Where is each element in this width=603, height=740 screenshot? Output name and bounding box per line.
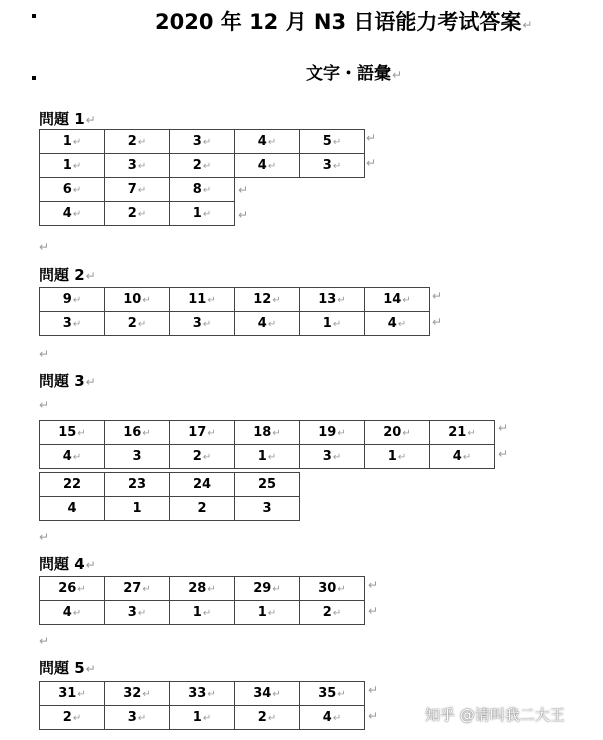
answer-cell: 1↵ [170, 202, 235, 226]
answer-cell: 2↵ [105, 312, 170, 336]
bullet-1 [32, 14, 36, 18]
row-end-mark: ↵ [498, 421, 509, 435]
answer-cell: 4 [40, 497, 105, 521]
section-subtitle [306, 59, 402, 84]
answer-cell: 3↵ [300, 445, 365, 469]
question-number-cell: 11↵ [170, 288, 235, 312]
answer-cell: 4↵ [430, 445, 495, 469]
cell-end-mark: ↵ [137, 608, 147, 619]
question-number-cell: 25 [235, 473, 300, 497]
cell-end-mark: ↵ [267, 452, 277, 463]
question-number-cell: 24 [170, 473, 235, 497]
answer-cell: 4↵ [40, 202, 105, 226]
answer-cell: 3↵ [105, 154, 170, 178]
answer-table-1 [39, 129, 365, 226]
cell-end-mark: ↵ [202, 319, 212, 330]
answer-cell: 2↵ [40, 706, 105, 730]
cell-end-mark: ↵ [202, 161, 212, 172]
cell-end-mark: ↵ [467, 428, 476, 439]
cell-end-mark: ↵ [202, 185, 212, 196]
question-number-cell: 33↵ [170, 682, 235, 706]
cell-end-mark: ↵ [332, 608, 342, 619]
cell-end-mark: ↵ [137, 185, 147, 196]
row-end-mark: ↵ [238, 208, 249, 222]
cell-end-mark: ↵ [202, 713, 212, 724]
paragraph-mark: ↵ [85, 662, 96, 676]
heading-text: 問題 5 [39, 659, 85, 677]
table-row [40, 202, 365, 226]
table-row [40, 682, 365, 706]
answer-cell: 1↵ [40, 154, 105, 178]
empty-paragraph-mark: ↵ [39, 347, 50, 361]
paragraph-mark: ↵ [85, 269, 96, 283]
row-end-mark: ↵ [238, 183, 249, 197]
cell-end-mark: ↵ [72, 137, 82, 148]
section-heading-1 [39, 108, 96, 129]
heading-text: 問題 1 [39, 110, 85, 128]
cell-end-mark: ↵ [267, 608, 277, 619]
cell-end-mark: ↵ [332, 161, 342, 172]
answer-cell: 4↵ [40, 601, 105, 625]
cell-end-mark: ↵ [337, 689, 346, 700]
cell-end-mark: ↵ [272, 584, 281, 595]
cell-end-mark: ↵ [202, 137, 212, 148]
answer-cell: 4↵ [235, 154, 300, 178]
question-number-cell: 26↵ [40, 577, 105, 601]
row-end-mark: ↵ [432, 315, 443, 329]
answer-cell: 1↵ [300, 312, 365, 336]
cell-end-mark: ↵ [402, 428, 411, 439]
answer-cell: 3↵ [300, 154, 365, 178]
heading-text: 問題 3 [39, 372, 85, 390]
paragraph-mark: ↵ [392, 68, 403, 82]
question-number-cell: 7↵ [105, 178, 170, 202]
cell-end-mark: ↵ [332, 137, 342, 148]
question-number-cell: 15↵ [40, 421, 105, 445]
cell-end-mark: ↵ [272, 689, 281, 700]
heading-text: 問題 2 [39, 266, 85, 284]
answer-cell: 2↵ [235, 706, 300, 730]
row-end-mark: ↵ [498, 447, 509, 461]
cell-end-mark: ↵ [202, 209, 212, 220]
question-number-cell: 13↵ [300, 288, 365, 312]
table-row [40, 154, 365, 178]
question-number-cell: 14↵ [365, 288, 430, 312]
row-end-mark: ↵ [432, 289, 443, 303]
cell-end-mark: ↵ [72, 713, 82, 724]
cell-end-mark: ↵ [72, 319, 82, 330]
cell-end-mark: ↵ [202, 608, 212, 619]
answer-cell: 4↵ [235, 312, 300, 336]
question-number-cell: 5↵ [300, 130, 365, 154]
answer-table-5 [39, 681, 365, 730]
answer-cell: 1↵ [235, 601, 300, 625]
table-row [40, 178, 365, 202]
cell-end-mark: ↵ [72, 209, 82, 220]
cell-end-mark: ↵ [72, 295, 82, 306]
paragraph-mark: ↵ [85, 113, 96, 127]
question-number-cell: 29↵ [235, 577, 300, 601]
table-row [40, 421, 495, 445]
answer-cell: 1↵ [235, 445, 300, 469]
cell-end-mark: ↵ [137, 137, 147, 148]
cell-end-mark: ↵ [77, 428, 86, 439]
question-number-cell: 23 [105, 473, 170, 497]
section-heading-5 [39, 657, 96, 678]
cell-end-mark: ↵ [72, 452, 82, 463]
answer-cell: 2↵ [300, 601, 365, 625]
answer-cell: 3↵ [105, 706, 170, 730]
answer-cell: 3↵ [170, 312, 235, 336]
bullet-2 [32, 76, 36, 80]
answer-cell: 1↵ [365, 445, 430, 469]
question-number-cell: 27↵ [105, 577, 170, 601]
cell-end-mark: ↵ [207, 689, 216, 700]
answer-cell: 4↵ [365, 312, 430, 336]
table-row [40, 288, 430, 312]
answer-cell: 3↵ [40, 312, 105, 336]
question-number-cell: 22 [40, 473, 105, 497]
answer-cell: 1↵ [170, 601, 235, 625]
question-number-cell: 8↵ [170, 178, 235, 202]
table-row [40, 473, 300, 497]
cell-end-mark: ↵ [142, 428, 151, 439]
table-row [40, 130, 365, 154]
answer-cell: 1↵ [170, 706, 235, 730]
question-number-cell: 17↵ [170, 421, 235, 445]
question-number-cell: 3↵ [170, 130, 235, 154]
answer-table-4 [39, 576, 365, 625]
table-row [40, 577, 365, 601]
answer-cell: 3 [235, 497, 300, 521]
cell-end-mark: ↵ [137, 713, 147, 724]
cell-end-mark: ↵ [77, 689, 86, 700]
answer-cell: 2 [170, 497, 235, 521]
question-number-cell: 2↵ [105, 130, 170, 154]
paragraph-mark: ↵ [85, 558, 96, 572]
cell-end-mark: ↵ [142, 295, 151, 306]
empty-paragraph-mark: ↵ [39, 398, 50, 412]
answer-table-3-extra [39, 472, 300, 521]
cell-end-mark: ↵ [332, 452, 342, 463]
cell-end-mark: ↵ [72, 185, 82, 196]
cell-end-mark: ↵ [72, 608, 82, 619]
paragraph-mark: ↵ [85, 375, 96, 389]
answer-cell: 2↵ [170, 445, 235, 469]
answer-table-3 [39, 420, 495, 469]
watermark: 知乎 @请叫我二大王 [425, 706, 565, 724]
heading-text: 問題 4 [39, 555, 85, 573]
cell-end-mark: ↵ [267, 319, 277, 330]
answer-cell: 1 [105, 497, 170, 521]
answer-cell: 2↵ [170, 154, 235, 178]
question-number-cell: 9↵ [40, 288, 105, 312]
cell-end-mark: ↵ [207, 584, 216, 595]
cell-end-mark: ↵ [337, 428, 346, 439]
cell-end-mark: ↵ [397, 319, 407, 330]
answer-table-2 [39, 287, 430, 336]
question-number-cell: 20↵ [365, 421, 430, 445]
subtitle-text: 文字・語彙 [306, 64, 391, 84]
answer-cell: 2↵ [105, 202, 170, 226]
table-row [40, 312, 430, 336]
row-end-mark: ↵ [368, 578, 379, 592]
row-end-mark: ↵ [366, 131, 377, 145]
cell-end-mark: ↵ [137, 161, 147, 172]
row-end-mark: ↵ [368, 709, 379, 723]
cell-end-mark: ↵ [332, 319, 342, 330]
cell-end-mark: ↵ [267, 161, 277, 172]
question-number-cell: 21↵ [430, 421, 495, 445]
question-number-cell: 30↵ [300, 577, 365, 601]
cell-end-mark: ↵ [267, 713, 277, 724]
section-heading-4 [39, 553, 96, 574]
empty-paragraph-mark: ↵ [39, 240, 50, 254]
question-number-cell: 31↵ [40, 682, 105, 706]
section-heading-3 [39, 370, 96, 391]
section-heading-2 [39, 264, 96, 285]
document-title [155, 6, 532, 36]
cell-end-mark: ↵ [337, 295, 346, 306]
empty-paragraph-mark: ↵ [39, 634, 50, 648]
question-number-cell: 4↵ [235, 130, 300, 154]
row-end-mark: ↵ [366, 156, 377, 170]
question-number-cell: 34↵ [235, 682, 300, 706]
cell-end-mark: ↵ [142, 689, 151, 700]
question-number-cell: 35↵ [300, 682, 365, 706]
table-row [40, 706, 365, 730]
table-row [40, 601, 365, 625]
question-number-cell: 19↵ [300, 421, 365, 445]
cell-end-mark: ↵ [142, 584, 151, 595]
answer-cell: 3 [105, 445, 170, 469]
cell-end-mark: ↵ [137, 319, 147, 330]
cell-end-mark: ↵ [137, 209, 147, 220]
cell-end-mark: ↵ [397, 452, 407, 463]
cell-end-mark: ↵ [402, 295, 411, 306]
answer-cell: 3↵ [105, 601, 170, 625]
question-number-cell: 1↵ [40, 130, 105, 154]
question-number-cell: 10↵ [105, 288, 170, 312]
row-end-mark: ↵ [368, 683, 379, 697]
answer-cell: 4↵ [40, 445, 105, 469]
question-number-cell: 28↵ [170, 577, 235, 601]
question-number-cell: 32↵ [105, 682, 170, 706]
cell-end-mark: ↵ [272, 428, 281, 439]
cell-end-mark: ↵ [77, 584, 86, 595]
table-row [40, 497, 300, 521]
cell-end-mark: ↵ [202, 452, 212, 463]
row-end-mark: ↵ [368, 604, 379, 618]
cell-end-mark: ↵ [332, 713, 342, 724]
title-text: 2020 年 12 月 N3 日语能力考试答案 [155, 10, 522, 34]
table-row [40, 445, 495, 469]
question-number-cell: 6↵ [40, 178, 105, 202]
cell-end-mark: ↵ [337, 584, 346, 595]
answer-cell: 4↵ [300, 706, 365, 730]
question-number-cell: 16↵ [105, 421, 170, 445]
question-number-cell: 18↵ [235, 421, 300, 445]
cell-end-mark: ↵ [462, 452, 472, 463]
cell-end-mark: ↵ [272, 295, 281, 306]
cell-end-mark: ↵ [267, 137, 277, 148]
cell-end-mark: ↵ [72, 161, 82, 172]
empty-paragraph-mark: ↵ [39, 530, 50, 544]
paragraph-mark: ↵ [522, 18, 533, 32]
cell-end-mark: ↵ [207, 428, 216, 439]
cell-end-mark: ↵ [207, 295, 216, 306]
question-number-cell: 12↵ [235, 288, 300, 312]
